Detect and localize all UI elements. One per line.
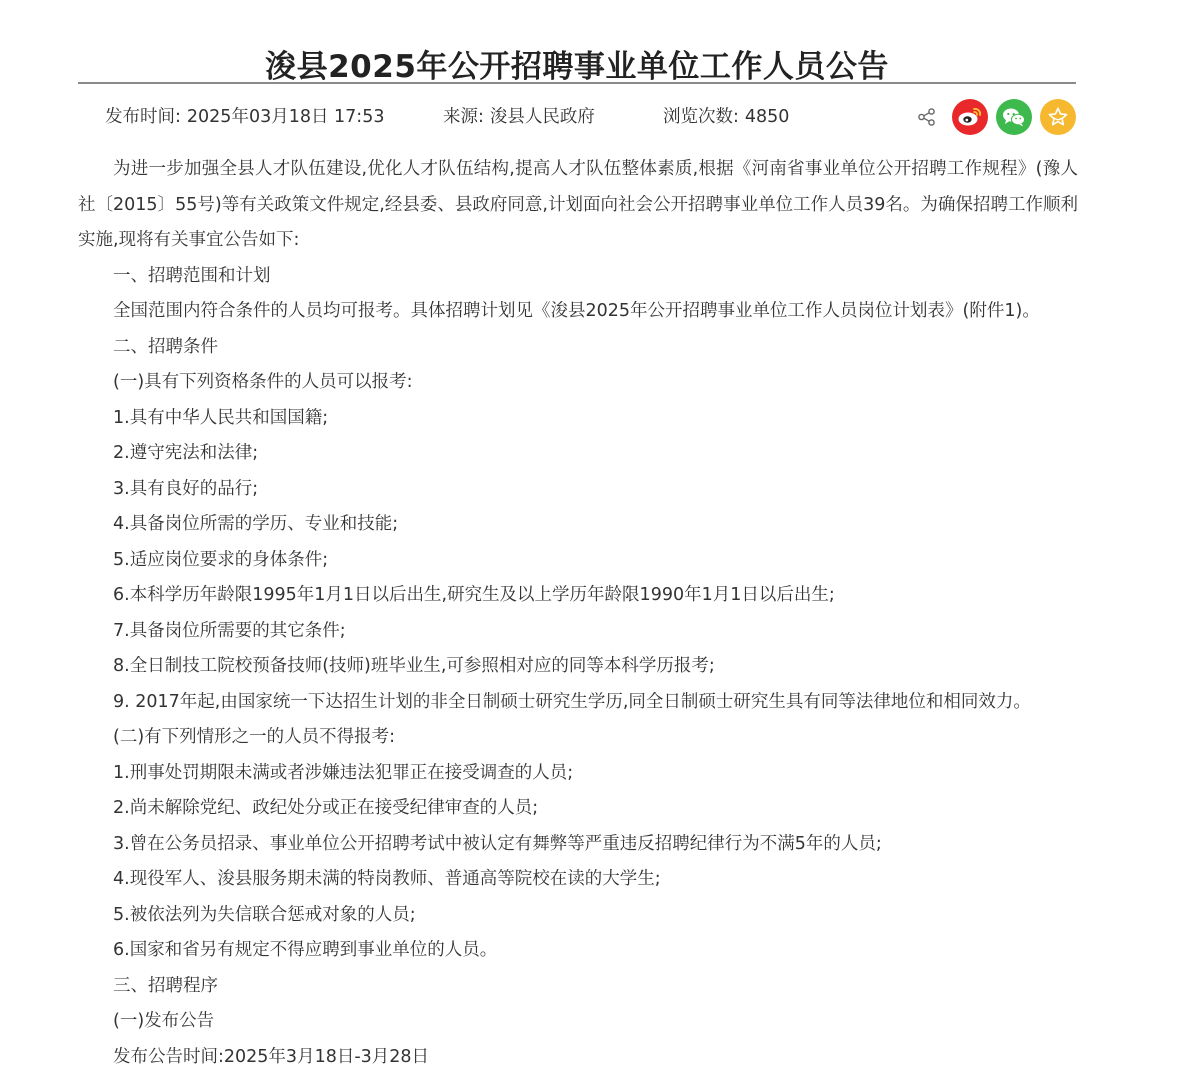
list-item: 4.现役军人、浚县服务期未满的特岗教师、普通高等院校在读的大学生; [113,869,661,889]
publish-time-value: 2025年03月18日 17:53 [186,107,385,127]
list-item: 4.具备岗位所需的学历、专业和技能; [113,514,399,534]
section-heading: 三、招聘程序 [113,975,218,996]
subsection-heading: (一)具有下列资格条件的人员可以报考: [113,372,413,392]
favorite-button[interactable] [1040,99,1076,135]
list-item: 1.具有中华人民共和国国籍; [113,407,329,428]
intro-paragraph: 为进一步加强全县人才队伍建设,优化人才队伍结构,提高人才队伍整体素质,根据《河南省事业单位公开招聘工作规程》(豫人社〔2015〕55号)等有关政策文件规定,经县委、县政府同意,计划面向社会公开招聘事业单位工作人员39名。为确保招聘工作顺利实施,现将有关事宜公告如下: [78,159,1078,250]
view-count [663,104,789,130]
list-item: 6.国家和省另有规定不得应聘到事业单位的人员。 [113,940,498,960]
list-item: 1.刑事处罚期限未满或者涉嫌违法犯罪正在接受调查的人员; [113,762,574,783]
share-icon[interactable] [916,106,938,128]
list-item: 2.尚未解除党纪、政纪处分或正在接受纪律审查的人员; [113,798,539,818]
paragraph: 全国范围内符合条件的人员均可报考。具体招聘计划见《浚县2025年公开招聘事业单位工作人员岗位计划表》(附件1)。 [113,301,1040,321]
weibo-share-button[interactable] [952,99,988,135]
subsection-heading: (二)有下列情形之一的人员不得报考: [113,727,396,747]
list-item: 2.遵守宪法和法律; [113,443,259,463]
publish-time-label: 发布时间: [105,107,181,127]
paragraph: 发布公告时间:2025年3月18日-3月28日 [113,1046,430,1067]
list-item: 5.适应岗位要求的身体条件; [113,549,329,570]
list-item: 7.具备岗位所需要的其它条件; [113,620,346,641]
list-item: 3.曾在公务员招录、事业单位公开招聘考试中被认定有舞弊等严重违反招聘纪律行为不满5年的人员; [113,833,882,854]
share-bar [916,98,1076,136]
section-heading: 一、招聘范围和计划 [113,265,271,286]
source-label: 来源: [443,107,484,127]
weibo-icon [957,106,983,128]
subsection-heading: (一)发布公告 [113,1011,215,1031]
publish-time [105,104,384,130]
source-value: 浚县人民政府 [489,107,595,127]
article-body [78,152,1078,1075]
favorite-star-icon [1047,106,1069,128]
list-item: 3.具有良好的品行; [113,478,259,499]
page-title: 浚县2025年公开招聘事业单位工作人员公告 [265,48,889,85]
section-heading: 二、招聘条件 [113,336,218,357]
view-count-label: 浏览次数: [663,107,739,127]
list-item: 8.全日制技工院校预备技师(技师)班毕业生,可参照相对应的同等本科学历报考; [113,656,715,676]
list-item: 9. 2017年起,由国家统一下达招生计划的非全日制硕士研究生学历,同全日制硕士研究生具有同等法律地位和相同效力。 [113,691,1031,712]
list-item: 5.被依法列为失信联合惩戒对象的人员; [113,904,416,925]
list-item: 6.本科学历年龄限1995年1月1日以后出生,研究生及以上学历年龄限1990年1月1日以后出生; [113,585,835,605]
view-count-value: 4850 [744,107,790,127]
article-source [443,104,595,130]
wechat-icon [1001,106,1027,128]
wechat-share-button[interactable] [996,99,1032,135]
title-divider [78,82,1076,84]
